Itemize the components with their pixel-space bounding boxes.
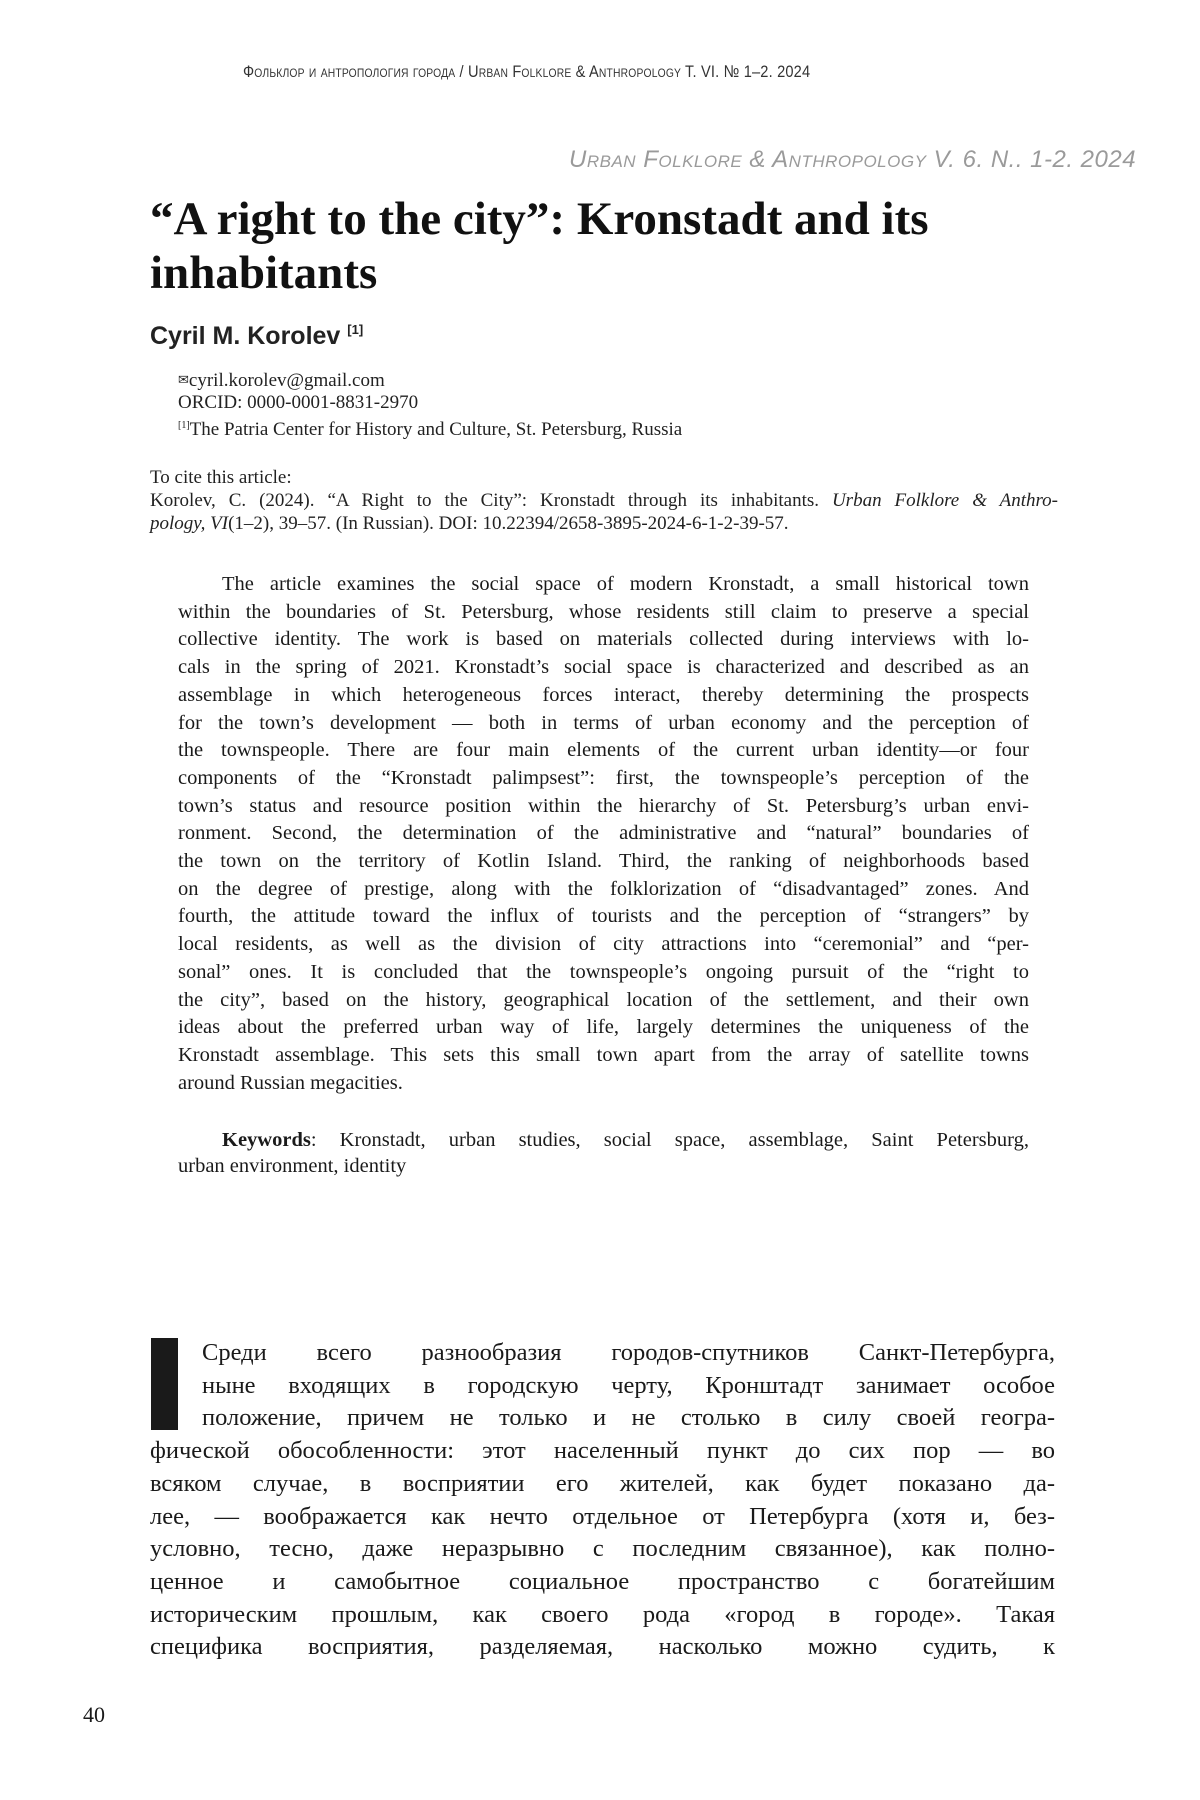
- abstract-line: sonal” ones. It is concluded that the townspeople’s ongoing pursuit of the “right to: [178, 959, 1029, 987]
- citation-journal: Urban Folklore & Anthro-: [832, 490, 1058, 511]
- abstract-line: The article examines the social space of modern Kronstadt, a small historical town: [178, 571, 1029, 599]
- body-line: всяком случае, в восприятии его жителей, как будет показано да-: [150, 1468, 1055, 1501]
- keywords-text: : Kronstadt, urban studies, social space, assemblage, Saint Petersburg,: [311, 1129, 1029, 1151]
- page-number: 40: [83, 1702, 105, 1728]
- keywords: [178, 1127, 1029, 1179]
- abstract-line: around Russian megacities.: [178, 1070, 1029, 1098]
- abstract-line: ideas about the preferred urban way of life, largely determines the uniqueness of the: [178, 1014, 1029, 1042]
- abstract-line: on the degree of prestige, along with the folklorization of “disadvantaged” zones. And: [178, 876, 1029, 904]
- keywords-line: urban environment, identity: [178, 1153, 1029, 1179]
- abstract-line: the town on the territory of Kotlin Island. Third, the ranking of neighborhoods based: [178, 848, 1029, 876]
- abstract-line: fourth, the attitude toward the influx of tourists and the perception of “strangers” by: [178, 903, 1029, 931]
- title-line: “A right to the city”: Kronstadt and its: [150, 192, 1030, 246]
- affiliation-text: The Patria Center for History and Culture, St. Petersburg, Russia: [190, 419, 683, 440]
- running-head: Фольклор и антропология города / Urban Folklore & Anthropology T. VI. № 1–2. 2024: [243, 62, 831, 82]
- keywords-line: [178, 1127, 1029, 1153]
- body-line: условно, тесно, даже неразрывно с последним связанное), как полно-: [150, 1533, 1055, 1566]
- body-line: положение, причем не только и не столько в силу своей геогра-: [150, 1402, 1055, 1435]
- abstract: [178, 571, 1029, 1097]
- citation-doi: (1–2), 39–57. (In Russian). DOI: 10.22394/2658-3895-2024-6-1-2-39-57.: [228, 513, 788, 534]
- abstract-line: collective identity. The work is based on materials collected during interviews with lo-: [178, 626, 1029, 654]
- article-title: [150, 192, 1030, 300]
- abstract-line: the city”, based on the history, geographical location of the settlement, and their own: [178, 987, 1029, 1015]
- title-line: inhabitants: [150, 246, 1030, 300]
- abstract-line: within the boundaries of St. Petersburg, whose residents still claim to preserve a special: [178, 599, 1029, 627]
- body-line: фической обособленности: этот населенный пункт до сих пор — во: [150, 1435, 1055, 1468]
- body-line: ценное и самобытное социальное пространство с богатейшим: [150, 1566, 1055, 1599]
- abstract-line: ronment. Second, the determination of the administrative and “natural” boundaries of: [178, 820, 1029, 848]
- citation-block: [150, 466, 1058, 535]
- abstract-line: for the town’s development — both in terms of urban economy and the perception of: [178, 710, 1029, 738]
- body-line: специфика восприятия, разделяемая, насколько можно судить, к: [150, 1631, 1055, 1664]
- affiliation: [178, 414, 682, 441]
- author-name: [150, 322, 363, 351]
- citation-label: To cite this article:: [150, 466, 1058, 489]
- journal-tag: Urban Folklore & Anthropology V. 6. N.. 1-2. 2024: [569, 146, 1062, 174]
- abstract-line: assemblage in which heterogeneous forces interact, thereby determining the prospects: [178, 682, 1029, 710]
- abstract-line: components of the “Kronstadt palimpsest”: first, the townspeople’s perception of the: [178, 765, 1029, 793]
- author-email: [178, 368, 385, 392]
- orcid: ORCID: 0000-0001-8831-2970: [178, 391, 418, 414]
- affiliation-mark: [1]: [178, 420, 190, 431]
- body-text: [150, 1337, 1055, 1664]
- body-line: лее, — воображается как нечто отдельное от Петербурга (хотя и, без-: [150, 1501, 1055, 1534]
- author-name-text: Cyril M. Korolev: [150, 322, 340, 350]
- affiliation-mark: [1]: [347, 322, 363, 337]
- envelope-icon: ✉: [178, 372, 189, 387]
- body-line: ныне входящих в городскую черту, Кронштадт занимает особое: [150, 1370, 1055, 1403]
- body-line: историческим прошлым, как своего рода «город в городе». Такая: [150, 1599, 1055, 1632]
- body-line: Среди всего разнообразия городов-спутников Санкт-Петербурга,: [150, 1337, 1055, 1370]
- abstract-line: Kronstadt assemblage. This sets this small town apart from the array of satellite towns: [178, 1042, 1029, 1070]
- citation-line: [150, 512, 1058, 535]
- abstract-line: town’s status and resource position within the hierarchy of St. Petersburg’s urban envi-: [178, 793, 1029, 821]
- abstract-line: cals in the spring of 2021. Kronstadt’s social space is characterized and described as an: [178, 654, 1029, 682]
- abstract-line: the townspeople. There are four main elements of the current urban identity—or four: [178, 737, 1029, 765]
- email-link[interactable]: cyril.korolev@gmail.com: [189, 370, 385, 391]
- keywords-label: Keywords: [222, 1129, 311, 1151]
- citation-journal: pology, VI: [150, 513, 228, 534]
- citation-line: [150, 489, 1058, 512]
- abstract-line: local residents, as well as the division of city attractions into “ceremonial” and “per-: [178, 931, 1029, 959]
- citation-text: Korolev, C. (2024). “A Right to the City”: Kronstadt through its inhabitants.: [150, 490, 832, 511]
